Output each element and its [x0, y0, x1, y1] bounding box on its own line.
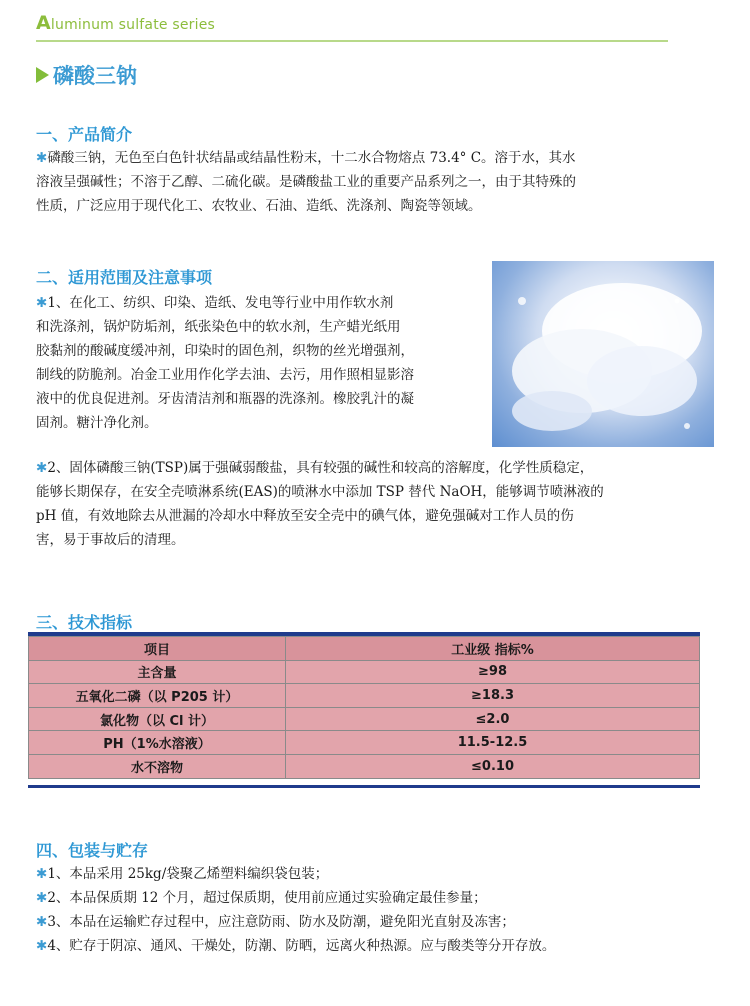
crystal-powder-illustration: [492, 261, 714, 447]
storage-item: ✱3、本品在运输贮存过程中，应注意防雨、防水及防潮，避免阳光直射及冻害；: [36, 914, 515, 930]
usage-item-1: [36, 291, 486, 435]
usage-line: ✱2、固体磷酸三钠(TSP)属于强碱弱酸盐，具有较强的碱性和较高的溶解度，化学性质稳定，: [36, 460, 594, 476]
table-header-cell: 工业级 指标%: [286, 637, 700, 661]
table-bottom-bar: [28, 785, 700, 788]
table-header-cell: 项目: [29, 637, 286, 661]
table-row: [29, 731, 700, 755]
usage-line: 胶黏剂的酸碱度缓冲剂，印染时的固色剂，织物的丝光增强剂，: [36, 343, 414, 359]
star-bullet-icon: ✱: [36, 938, 48, 954]
brand-header: [36, 12, 215, 34]
table-row: [29, 660, 700, 684]
table-cell: 11.5-12.5: [286, 731, 700, 755]
product-crystal-photo: [492, 261, 714, 447]
usage-item-2: [36, 456, 672, 552]
section-heading-storage: 四、包装与贮存: [36, 841, 149, 860]
table-cell: ≤2.0: [286, 707, 700, 731]
table-row: [29, 684, 700, 708]
table-cell: 主含量: [29, 660, 286, 684]
usage-line: 制线的防脆剂。冶金工业用作化学去油、去污，用作照相显影溶: [36, 367, 414, 383]
star-bullet-icon: ✱: [36, 866, 48, 882]
page-title-text: 磷酸三钠: [53, 64, 137, 88]
header-divider: [36, 40, 668, 42]
usage-line: ✱1、在化工、纺织、印染、造纸、发电等行业中用作软水剂: [36, 295, 394, 311]
brand-name: luminum sulfate series: [50, 17, 216, 33]
table-cell: ≤0.10: [286, 754, 700, 778]
section-heading-specs: 三、技术指标: [36, 613, 133, 632]
usage-line: pH 值，有效地除去从泄漏的冷却水中释放至安全壳中的碘气体，避免强碱对工作人员的伤: [36, 508, 574, 524]
intro-paragraph: [36, 146, 672, 218]
star-bullet-icon: ✱: [36, 914, 48, 930]
storage-item: ✱4、贮存于阴凉、通风、干燥处，防潮、防晒，远离火种热源。应与酸类等分开存放。: [36, 938, 556, 954]
table-cell: ≥98: [286, 660, 700, 684]
star-bullet-icon: ✱: [36, 150, 48, 166]
storage-item: ✱1、本品采用 25kg/袋聚乙烯塑料编织袋包装；: [36, 866, 329, 882]
table-row: [29, 754, 700, 778]
usage-line: 固剂。糖汁净化剂。: [36, 415, 158, 431]
table-row: [29, 707, 700, 731]
star-bullet-icon: ✱: [36, 295, 48, 311]
play-arrow-icon: [36, 67, 49, 83]
table-cell: 氯化物（以 Cl 计）: [29, 707, 286, 731]
intro-line: ✱磷酸三钠，无色至白色针状结晶或结晶性粉末，十二水合物熔点 73.4° C。溶于水，其水: [36, 150, 576, 166]
star-bullet-icon: ✱: [36, 460, 48, 476]
brand-initial: A: [36, 12, 51, 34]
intro-line: 性质，广泛应用于现代化工、农牧业、石油、造纸、洗涤剂、陶瓷等领域。: [36, 198, 482, 214]
section-heading-usage: 二、适用范围及注意事项: [36, 268, 213, 287]
usage-line: 害，易于事故后的清理。: [36, 532, 185, 548]
section-heading-intro: 一、产品简介: [36, 125, 133, 144]
spec-table: [28, 636, 700, 779]
usage-line: 液中的优良促进剂。牙齿清洁剂和瓶器的洗涤剂。橡胶乳汁的凝: [36, 391, 414, 407]
usage-line: 能够长期保存，在安全壳喷淋系统(EAS)的喷淋水中添加 TSP 替代 NaOH，能够调节喷淋液的: [36, 484, 604, 500]
usage-line: 和洗涤剂，锅炉防垢剂，纸张染色中的软水剂，生产蜡光纸用: [36, 319, 401, 335]
storage-item: ✱2、本品保质期 12 个月，超过保质期，使用前应通过实验确定最佳参量；: [36, 890, 487, 906]
intro-line: 溶液呈强碱性；不溶于乙醇、二硫化碳。是磷酸盐工业的重要产品系列之一，由于其特殊的: [36, 174, 576, 190]
table-header-row: [29, 637, 700, 661]
table-cell: PH（1%水溶液）: [29, 731, 286, 755]
page-title: [36, 60, 137, 90]
table-cell: 五氧化二磷（以 P205 计）: [29, 684, 286, 708]
table-cell: 水不溶物: [29, 754, 286, 778]
storage-list: [36, 862, 686, 958]
star-bullet-icon: ✱: [36, 890, 48, 906]
table-cell: ≥18.3: [286, 684, 700, 708]
